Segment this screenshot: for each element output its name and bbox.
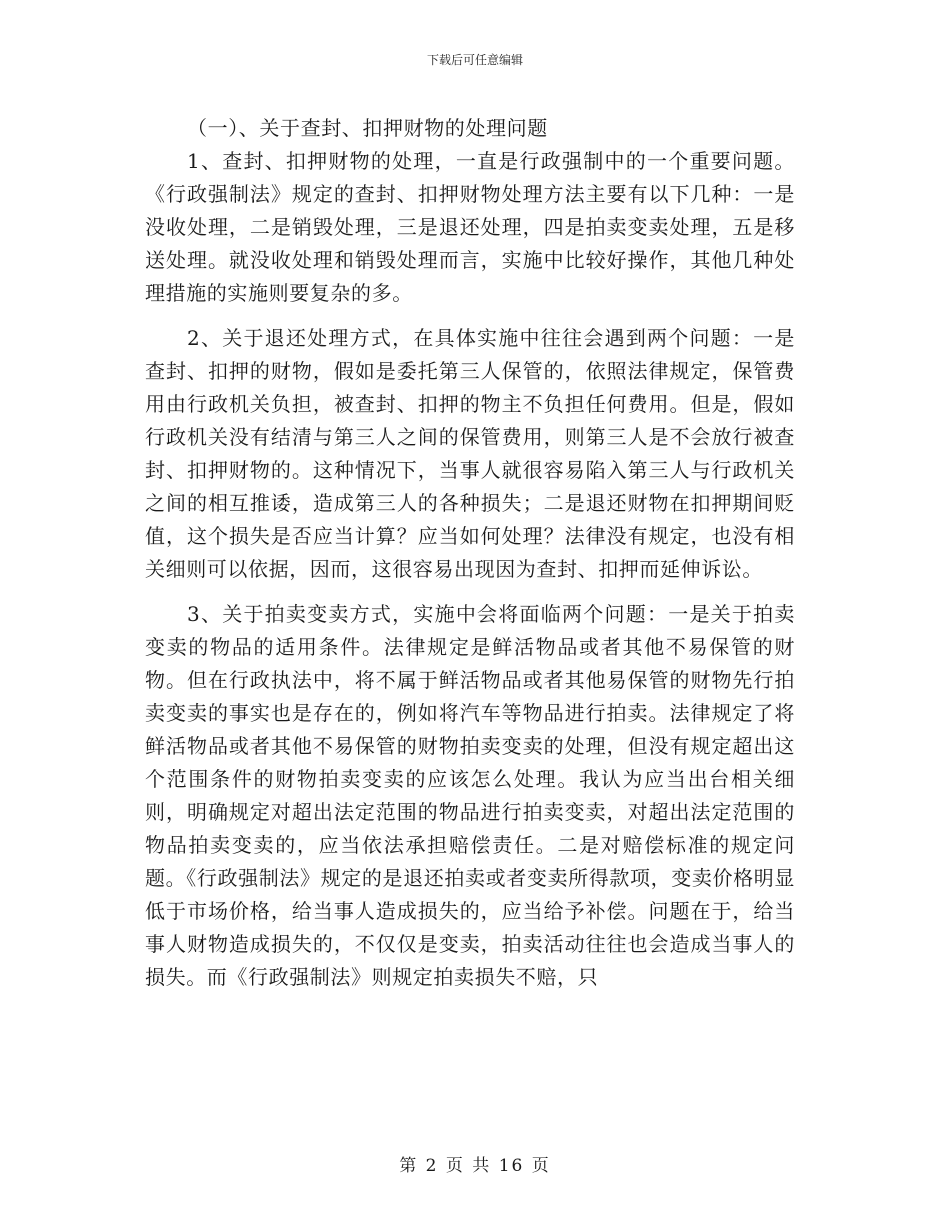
document-body bbox=[145, 112, 795, 994]
paragraph-3: 3、关于拍卖变卖方式，实施中会将面临两个问题：一是关于拍卖变卖的物品的适用条件。法律规定是鲜活物品或者其他不易保管的财物。但在行政执法中，将不属于鲜活物品或者其他易保管的财物先行拍卖变卖的事实也是存在的，例如将汽车等物品进行拍卖。法律规定了将鲜活物品或者其他不易保管的财物拍卖变卖的处理，但没有规定超出这个范围条件的财物拍卖变卖的应该怎么处理。我认为应当出台相关细则，明确规定对超出法定范围的物品进行拍卖变卖，对超出法定范围的物品拍卖变卖的，应当依法承担赔偿责任。二是对赔偿标准的规定问题。《行政强制法》规定的是退还拍卖或者变卖所得款项，变卖价格明显低于市场价格，给当事人造成损失的，应当给予补偿。问题在于，给当事人财物造成损失的，不仅仅是变卖，拍卖活动往往也会造成当事人的损失。而《行政强制法》则规定拍卖损失不赔，只 bbox=[145, 602, 795, 989]
paragraph-1: 1、查封、扣押财物的处理，一直是行政强制中的一个重要问题。《行政强制法》规定的查封、扣押财物处理方法主要有以下几种：一是没收处理，二是销毁处理，三是退还处理，四是拍卖变卖处理，五是移送处理。就没收处理和销毁处理而言，实施中比较好操作，其他几种处理措施的实施则要复杂的多。 bbox=[145, 149, 795, 305]
page-header: 下载后可任意编辑 bbox=[426, 53, 523, 67]
page-number: 第 2 页 共 16 页 bbox=[399, 1156, 551, 1176]
section-heading: （一）、关于查封、扣押财物的处理问题 bbox=[187, 116, 548, 140]
paragraph-2: 2、关于退还处理方式，在具体实施中往往会遇到两个问题：一是查封、扣押的财物，假如是委托第三人保管的，依照法律规定，保管费用由行政机关负担，被查封、扣押的物主不负担任何费用。但是，假如行政机关没有结清与第三人之间的保管费用，则第三人是不会放行被查封、扣押财物的。这种情况下，当事人就很容易陷入第三人与行政机关之间的相互推诿，造成第三人的各种损失；二是退还财物在扣押期间贬值，这个损失是否应当计算？应当如何处理？法律没有规定，也没有相关细则可以依据，因而，这很容易出现因为查封、扣押而延伸诉讼。 bbox=[145, 326, 795, 581]
